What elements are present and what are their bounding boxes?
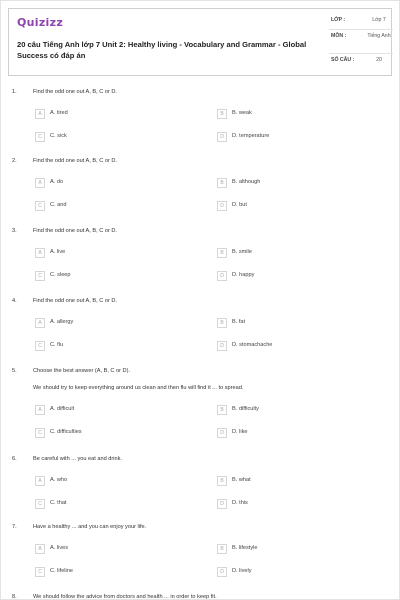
question-prompt: Find the odd one out A, B, C or D. (33, 89, 117, 95)
question-sentence: We should try to keep everything around us clean and then flu will find it ... to spread. (33, 385, 244, 391)
question-number: 2. (12, 158, 17, 164)
question-prompt: Choose the best answer (A, B, C or D). (33, 368, 130, 374)
question-prompt: Find the odd one out A, B, C or D. (33, 158, 117, 164)
question-number: 4. (12, 298, 17, 304)
meta-subject-value: Tiếng Anh (367, 33, 391, 39)
question-number: 7. (12, 524, 17, 530)
meta-divider (329, 53, 393, 54)
question-prompt: We should follow the advice from doctors and health ... in order to keep fit. (33, 594, 217, 600)
question-number: 8. (12, 594, 17, 600)
question-prompt: Find the odd one out A, B, C or D. (33, 298, 117, 304)
question-number: 6. (12, 456, 17, 462)
quizizz-logo: Quizizz (17, 16, 64, 29)
question-number: 5. (12, 368, 17, 374)
question-number: 1. (12, 89, 17, 95)
meta-class-label: LỚP : (331, 17, 346, 23)
meta-count-label: SỐ CÂU : (331, 57, 355, 63)
meta-subject-label: MÔN : (331, 33, 347, 39)
meta-count-value: 20 (376, 57, 382, 63)
question-prompt: Have a healthy ... and you can enjoy your life. (33, 524, 147, 530)
meta-divider (329, 29, 393, 30)
question-prompt: Be careful with ... you eat and drink. (33, 456, 122, 462)
worksheet-title: 20 câu Tiếng Anh lớp 7 Unit 2: Healthy living - Vocabulary and Grammar - Global Success có đáp án (17, 40, 307, 60)
question-number: 3. (12, 228, 17, 234)
meta-class-value: Lớp 7 (372, 17, 386, 23)
question-prompt: Find the odd one out A, B, C or D. (33, 228, 117, 234)
worksheet-header (8, 8, 392, 76)
